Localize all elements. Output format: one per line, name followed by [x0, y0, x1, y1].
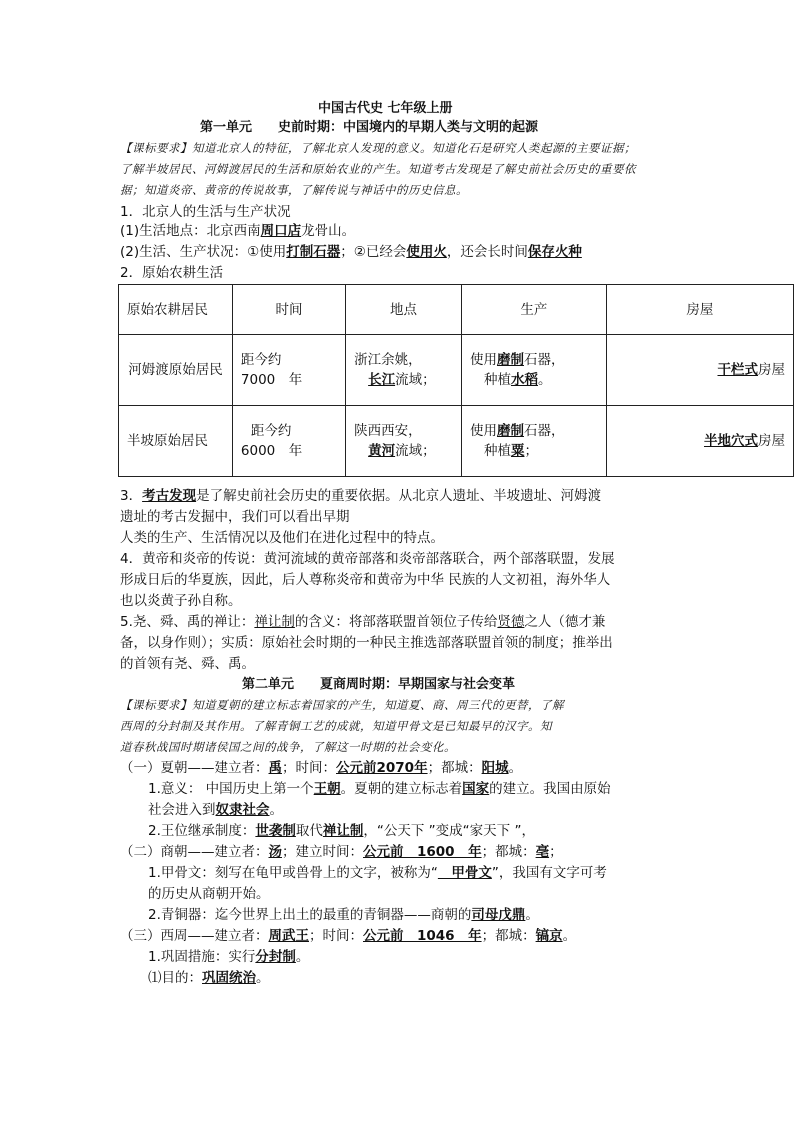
text-run: 。	[269, 802, 283, 818]
key-term: 黄河	[368, 443, 396, 459]
cell-line: 浙江余姚，	[354, 352, 422, 368]
text-run: 。	[562, 928, 577, 944]
paragraph: 的历史从商朝开始。	[148, 886, 270, 902]
unit1-requirement-line: 【课标要求】知道北京人的特征，了解北京人发现的意义。知道化石是研究人类起源的主要证据；	[120, 141, 636, 155]
key-term: 长江	[368, 372, 396, 388]
key-term: 亳	[535, 844, 550, 860]
unit1-requirement-line: 了解半坡居民、河姆渡居民的生活和原始农业的产生。知道考古发现是了解史前社会历史的重要依	[120, 162, 636, 176]
key-term: 磨制	[496, 352, 524, 368]
text-run: 。	[525, 907, 539, 923]
key-term: 分封制	[255, 949, 296, 965]
table-cell	[346, 406, 462, 477]
paragraph	[148, 800, 283, 820]
text-run: 房屋	[758, 362, 785, 378]
table-cell: 河姆渡原始居民	[119, 335, 233, 406]
text-run: ；时间：	[282, 760, 336, 776]
text-run: 取代	[295, 823, 323, 839]
text-run: 的含义：将部落联盟首领位子传给	[294, 614, 498, 630]
paragraph: 形成日后的华夏族，因此，后人尊称炎帝和黄帝为中华 民族的人文初祖，海外华人	[120, 572, 611, 588]
unit1-requirement-line: 据；知道炎帝、黄帝的传说故事，了解传说与神话中的历史信息。	[120, 183, 468, 197]
text-run: 。	[508, 760, 523, 776]
paragraph: 备，以身作则）；实质：原始社会时期的一种民主推选部落联盟首领的制度；推举出	[120, 635, 613, 651]
paragraph	[120, 242, 582, 262]
key-term: 禅让制	[254, 614, 295, 630]
table-cell	[606, 335, 793, 406]
key-term: 王朝	[313, 781, 341, 797]
text-run: 石器，	[523, 423, 565, 439]
table-cell	[346, 335, 462, 406]
paragraph: 4．黄帝和炎帝的传说：黄河流域的黄帝部落和炎帝部落联合，两个部落联盟，发展	[120, 551, 615, 567]
key-term: 公元前 1046 年	[363, 928, 482, 944]
text-run: （三）西周——建立者：	[120, 928, 269, 944]
text-run: 房屋	[758, 433, 785, 449]
text-run: ”，我国有文字可考	[491, 865, 607, 881]
text-run: ，“公天下 ”变成“家天下 ”，	[363, 823, 535, 839]
section-heading: 2．原始农耕生活	[120, 265, 224, 281]
paragraph	[120, 221, 355, 241]
key-term: 周武王	[268, 928, 309, 944]
table-header-cell: 生产	[461, 285, 606, 335]
text-run: (1)生活地点：北京西南	[120, 223, 261, 239]
key-term: 公元前 1600 年	[363, 844, 482, 860]
paragraph	[148, 779, 611, 799]
cell-line: 陕西西安，	[354, 423, 422, 439]
text-run: 1.甲骨文：刻写在龟甲或兽骨上的文字，被称为“	[148, 865, 438, 881]
key-term: 司母戊鼎	[471, 907, 526, 923]
key-term: 奴隶社会	[215, 802, 270, 818]
dynasty-zhou	[120, 926, 576, 946]
text-run: ；建立时间：	[282, 844, 363, 860]
cell-line: 6000 年	[240, 443, 303, 459]
table-header-cell: 房屋	[606, 285, 793, 335]
paragraph	[120, 612, 605, 632]
cell-line	[354, 441, 453, 461]
table-cell	[232, 406, 345, 477]
key-term: 打制石器	[286, 244, 341, 260]
unit1-title: 第一单元 史前时期：中国境内的早期人类与文明的起源	[200, 120, 539, 135]
key-term: 贤德	[497, 614, 525, 630]
text-run: 1.意义： 中国历史上第一个	[148, 781, 314, 797]
text-run: ；	[549, 844, 563, 860]
key-term: 禅让制	[322, 823, 364, 839]
text-run: 使用	[469, 423, 497, 439]
text-run: (2)生活、生产状况：①使用	[120, 244, 287, 260]
dynasty-shang	[120, 842, 563, 862]
cell-line	[470, 421, 598, 441]
text-run: 流域；	[395, 372, 436, 388]
text-run: ；都城：	[427, 760, 482, 776]
text-run: 。	[256, 970, 270, 986]
text-run: ，还会长时间	[446, 244, 528, 260]
table-row	[119, 406, 794, 477]
unit2-title: 第二单元 夏商周时期：早期国家与社会变革	[242, 677, 516, 692]
text-run: 是了解史前社会历史的重要依据。从北京人遗址、半坡遗址、河姆渡	[196, 488, 602, 504]
paragraph: 人类的生产、生活情况以及他们在进化过程中的特点。	[120, 530, 444, 546]
text-run: 种植	[483, 443, 511, 459]
text-run: 的建立。我国由原始	[489, 781, 611, 797]
key-term: 巩固统治	[202, 970, 256, 986]
text-run: 种植	[483, 372, 511, 388]
key-term: 甲骨文	[437, 865, 492, 881]
text-run: 龙骨山。	[301, 223, 356, 239]
cell-line: 距今约	[250, 423, 292, 439]
text-run: ；都城：	[481, 928, 536, 944]
text-run: 3．	[120, 488, 143, 504]
key-term: 半地穴式	[704, 433, 758, 449]
table-cell	[606, 406, 793, 477]
paragraph: 的首领有尧、舜、禹。	[120, 656, 255, 672]
key-term: 禹	[268, 760, 282, 776]
cell-line: 7000 年	[240, 372, 303, 388]
text-run: 使用	[469, 352, 497, 368]
text-run: 之人（德才兼	[524, 614, 606, 630]
unit2-requirement-line: 道春秋战国时期诸侯国之间的战争，了解这一时期的社会变化。	[120, 740, 456, 754]
page-title: 中国古代史 七年级上册	[318, 101, 453, 116]
key-term: 汤	[268, 844, 282, 860]
table-cell: 半坡原始居民	[119, 406, 233, 477]
text-run: 。	[295, 949, 310, 965]
key-term: 阳城	[481, 760, 509, 776]
key-term: 世袭制	[255, 823, 296, 839]
farming-table	[118, 284, 794, 477]
cell-line	[470, 350, 598, 370]
text-run: （一）夏朝——建立者：	[120, 760, 269, 776]
text-run: ；都城：	[481, 844, 536, 860]
key-term: 公元前2070年	[336, 760, 428, 776]
text-run: 。夏朝的建立标志着	[340, 781, 463, 797]
text-run: （二）商朝——建立者：	[120, 844, 269, 860]
text-run: 社会进入到	[148, 802, 216, 818]
paragraph	[148, 905, 539, 925]
text-run: 2.青铜器：迄今世界上出土的最重的青铜器——商朝的	[148, 907, 472, 923]
table-header-cell: 地点	[346, 285, 462, 335]
table-header-cell: 时间	[232, 285, 345, 335]
key-term: 镐京	[535, 928, 563, 944]
key-term: 磨制	[496, 423, 524, 439]
cell-line	[354, 370, 453, 390]
key-term: 周口店	[260, 223, 302, 239]
paragraph	[148, 863, 607, 883]
dynasty-xia	[120, 758, 522, 778]
table-cell	[461, 406, 606, 477]
key-term: 考古发现	[142, 488, 197, 504]
key-term: 使用火	[406, 244, 447, 260]
text-run: ；时间：	[309, 928, 363, 944]
table-header-row	[119, 285, 794, 335]
unit2-requirement-line: 西周的分封制及其作用。了解青铜工艺的成就，知道甲骨文是已知最早的汉字。知	[120, 719, 552, 733]
text-run: ⑴目的：	[148, 970, 202, 986]
table-cell	[232, 335, 345, 406]
table-header-cell: 原始农耕居民	[119, 285, 233, 335]
paragraph	[120, 486, 601, 506]
paragraph	[148, 947, 309, 967]
table-row	[119, 335, 794, 406]
section-heading: 1．北京人的生活与生产状况	[120, 204, 291, 220]
key-term: 保存火种	[527, 244, 582, 260]
cell-line: 距今约	[240, 352, 282, 368]
text-run: ；	[524, 443, 538, 459]
key-term: 水稻	[510, 372, 538, 388]
table-cell	[461, 335, 606, 406]
key-term: 国家	[462, 781, 490, 797]
paragraph: 遗址的考古发掘中，我们可以看出早期	[120, 509, 350, 525]
paragraph: 也以炎黄子孙自称。	[120, 593, 242, 609]
text-run: 。	[537, 372, 552, 388]
cell-line	[470, 441, 598, 461]
text-run: 2.王位继承制度：	[148, 823, 256, 839]
key-term: 粟	[510, 443, 525, 459]
text-run: 5.尧、舜、禹的禅让：	[120, 614, 255, 630]
cell-line	[470, 370, 598, 390]
text-run: ；②已经会	[340, 244, 407, 260]
key-term: 干栏式	[717, 362, 758, 378]
paragraph	[148, 968, 270, 988]
text-run: 流域；	[395, 443, 436, 459]
unit2-requirement-line: 【课标要求】知道夏朝的建立标志着国家的产生，知道夏、商、周三代的更替，了解	[120, 698, 564, 712]
paragraph	[148, 821, 535, 841]
text-run: 1.巩固措施：实行	[148, 949, 256, 965]
text-run: 石器，	[523, 352, 565, 368]
